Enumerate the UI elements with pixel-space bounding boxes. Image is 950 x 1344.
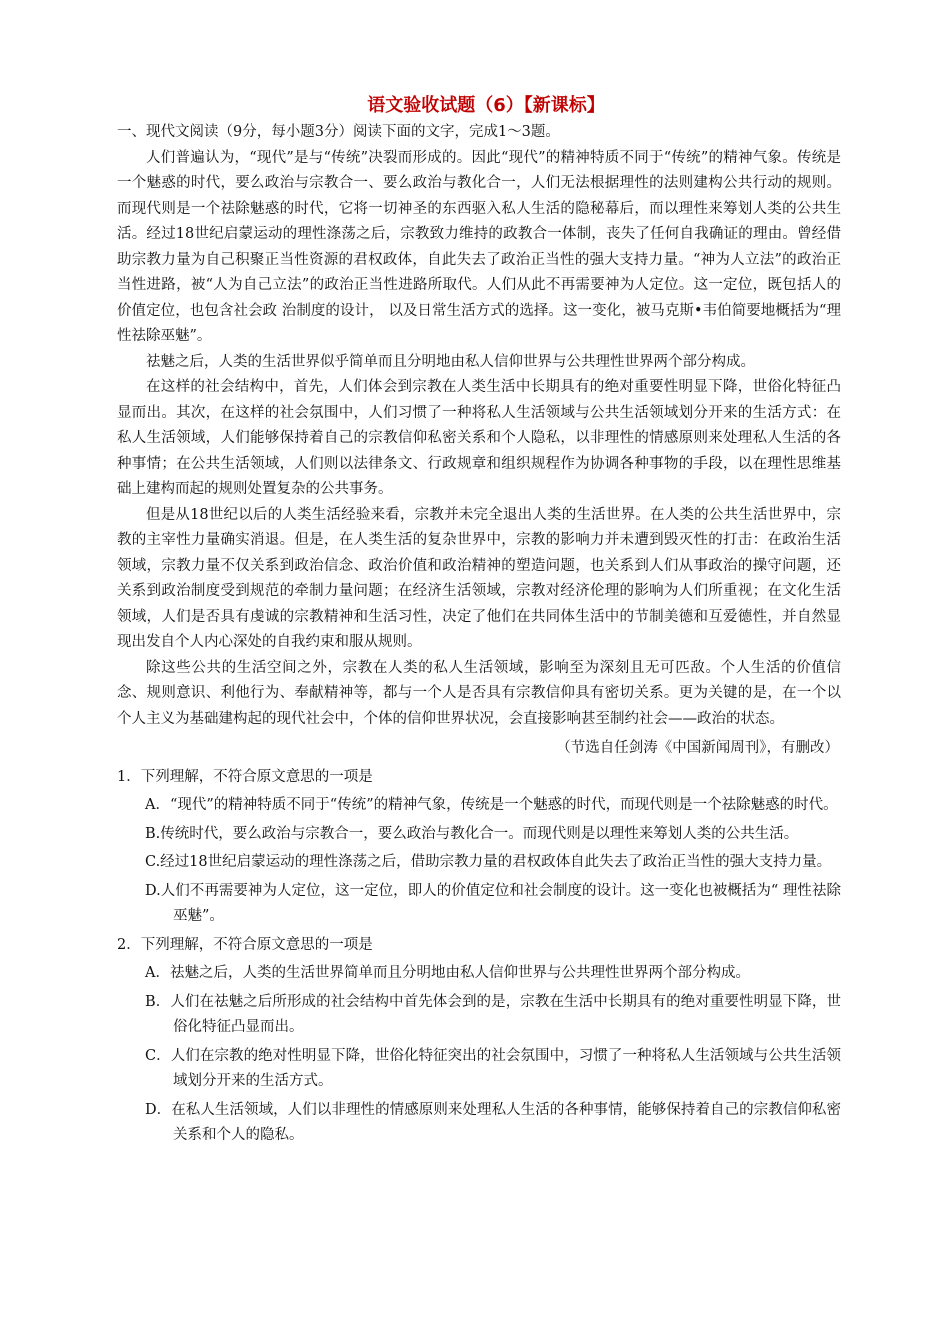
answer-option: A．祛魅之后，人类的生活世界简单而且分明地由私人信仰世界与公共理性世界两个部分构成。: [145, 965, 750, 981]
answer-option: D．在私人生活领域，人们以非理性的情感原则来处理私人生活的各种事情，能够保持着自己的宗教信仰私密关系和个人的隐私。: [145, 1101, 841, 1143]
passage-paragraph: 除这些公共的生活空间之外，宗教在人类的私人生活领域，影响至为深刻且无可匹敌。个人生活的价值信念、规则意识、利他行为、奉献精神等，都与一个人是否具有宗教信仰具有密切关系。更为关键的是，在一个以个人主义为基础建构起的现代社会中，个体的信仰世界状况，会直接影响甚至制约社会——政治的状态。: [117, 659, 841, 727]
passage-paragraph: 祛魅之后，人类的生活世界似乎简单而且分明地由私人信仰世界与公共理性世界两个部分构成。: [146, 353, 755, 370]
question-stem: 2．下列理解，不符合原文意思的一项是: [117, 936, 373, 953]
question-stem: 1．下列理解，不符合原文意思的一项是: [117, 768, 373, 785]
source-citation: （节选自任剑涛《中国新闻周刊》，有删改）: [556, 740, 839, 756]
passage-paragraph: 但是从18世纪以后的人类生活经验来看，宗教并未完全退出人类的生活世界。在人类的公共生活世界中，宗教的主宰性力量确实消退。但是，在人类生活的复杂世界中，宗教的影响力并未遭到毁灭性的打击：在政治生活领域，宗教力量不仅关系到政治信念、政治价值和政治精神的塑造问题，也关系到人们从事政治的操守问题，还关系到政治制度受到规范的牵制力量问题；在经济生活领域，宗教对经济伦理的影响为人们所重视；在文化生活领域，人们是否具有虔诚的宗教精神和生活习性，决定了他们在共同体生活中的节制美德和互爱德性，并自然显现出发自个人内心深处的自我约束和服从规则。: [117, 506, 841, 650]
answer-option: A．“现代”的精神特质不同于“传统”的精神气象，传统是一个魅惑的时代，而现代则是一个祛除魅惑的时代。: [145, 797, 838, 813]
answer-option: D.人们不再需要神为人定位，这一定位，即人的价值定位和社会制度的设计。这一变化也被概括为“ 理性祛除巫魅”。: [145, 882, 841, 924]
document-title: 语文验收试题（6）【新课标】: [367, 95, 605, 116]
passage-paragraph: 在这样的社会结构中，首先，人们体会到宗教在人类生活中长期具有的绝对重要性明显下降，世俗化特征凸显而出。其次，在这样的社会氛围中，人们习惯了一种将私人生活领域与公共生活领域划分开来的生活方式：在私人生活领域，人们能够保持着自己的宗教信仰私密关系和个人隐私，以非理性的情感原则来处理私人生活的各种事情；在公共生活领域，人们则以法律条文、行政规章和组织规程作为协调各种事物的手段，以在理性思维基础上建构而起的规则处置复杂的公共事务。: [117, 379, 841, 497]
answer-option: B.传统时代，要么政治与宗教合一，要么政治与教化合一。而现代则是以理性来筹划人类的公共生活。: [145, 825, 799, 842]
passage-paragraph: 人们普遍认为，“现代”是与“传统”决裂而形成的。因此“现代”的精神特质不同于“传统”的精神气象。传统是一个魅惑的时代，要么政治与宗教合一、要么政治与教化合一，人们无法根据理性的法则建构公共行动的规则。而现代则是一个祛除魅惑的时代，它将一切神圣的东西驱入私人生活的隐秘幕后，而以理性来筹划人类的公共生活。经过18世纪启蒙运动的理性涤荡之后，宗教致力维持的政教合一体制，丧失了任何自我确证的理由。曾经借助宗教力量为自己积聚正当性资源的君权政体，自此失去了政治正当性的强大支持力量。“神为人立法”的政治正当性进路，被“人为自己立法”的政治正当性进路所取代。人们从此不再需要神为人定位。这一定位，既包括人的价值定位，也包含社会政 治制度的设计， 以及日常生活方式的选择。这一变化，被马克斯•韦伯简要地概括为“理性祛除巫魅”。: [117, 149, 841, 344]
question-block: [117, 933, 841, 1149]
question-block: [117, 765, 841, 930]
answer-option: C．人们在宗教的绝对性明显下降，世俗化特征突出的社会氛围中，习惯了一种将私人生活领域与公共生活领域划分开来的生活方式。: [145, 1047, 841, 1089]
section-heading: 一、现代文阅读（9分，每小题3分）阅读下面的文字，完成1～3题。: [117, 124, 560, 140]
answer-option: B．人们在祛魅之后所形成的社会结构中首先体会到的是，宗教在生活中长期具有的绝对重要性明显下降，世俗化特征凸显而出。: [145, 993, 841, 1035]
document-page: [117, 92, 841, 1149]
answer-option: C.经过18世纪启蒙运动的理性涤荡之后，借助宗教力量的君权政体自此失去了政治正当性的强大支持力量。: [145, 854, 832, 870]
